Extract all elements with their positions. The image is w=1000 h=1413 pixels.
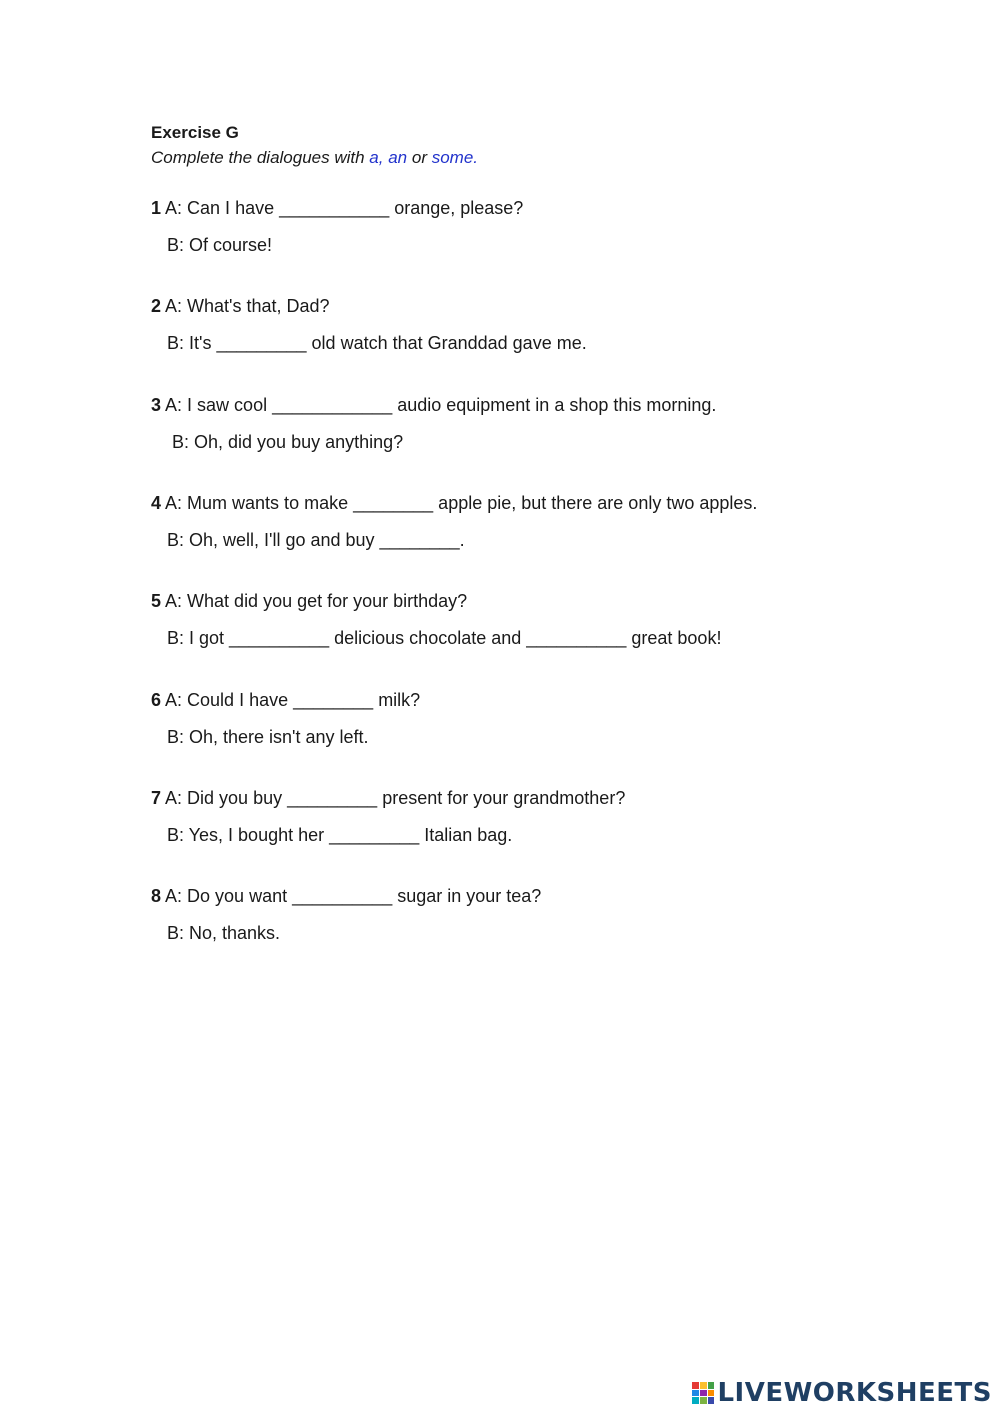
logo-square — [708, 1397, 715, 1404]
option-some: some. — [431, 148, 478, 167]
item-number: 1 — [151, 198, 162, 218]
line-a-text: A: Can I have ___________ orange, please? — [165, 198, 524, 218]
logo-square — [692, 1382, 699, 1389]
item-number: 3 — [151, 394, 162, 415]
line-a-text: A: What did you get for your birthday? — [165, 591, 468, 612]
dialogue-line-b: B: Of course! — [167, 235, 273, 255]
worksheet — [151, 122, 951, 169]
logo-square — [708, 1390, 715, 1397]
dialogue-line-b: B: No, thanks. — [167, 923, 281, 944]
line-a-text: A: Do you want __________ sugar in your tea? — [165, 886, 542, 907]
line-a-text: A: Mum wants to make ________ apple pie, but there are only two apples. — [165, 492, 758, 513]
dialogue-line-a — [151, 294, 330, 318]
logo-text: LIVEWORKSHEETS — [717, 1378, 992, 1408]
exercise-instructions — [151, 147, 951, 169]
liveworksheets-logo-icon — [692, 1382, 714, 1404]
option-a: a, — [369, 148, 384, 167]
item-number: 5 — [151, 591, 162, 612]
dialogue-line-a — [151, 884, 541, 908]
option-an: an — [388, 148, 408, 167]
dialogue-line-a — [151, 491, 757, 515]
dialogue-line-b: B: Yes, I bought her _________ Italian bag. — [167, 824, 513, 845]
exercise-title: Exercise G — [151, 123, 239, 142]
dialogue-line-b: B: Oh, did you buy anything? — [167, 431, 404, 452]
instructions-connector: or — [407, 148, 432, 167]
item-number: 7 — [151, 787, 162, 808]
line-a-text: A: I saw cool ____________ audio equipment in a shop this morning. — [165, 394, 717, 415]
dialogue-line-b: B: Oh, well, I'll go and buy ________. — [167, 529, 465, 550]
dialogue-line-a — [151, 786, 625, 810]
dialogue-line-b: B: I got __________ delicious chocolate and __________ great book! — [167, 628, 722, 649]
item-number: 6 — [151, 689, 162, 710]
logo-square — [692, 1390, 699, 1397]
liveworksheets-logo — [692, 1380, 992, 1406]
dialogue-line-a — [151, 688, 420, 712]
line-a-text: A: Could I have ________ milk? — [165, 689, 421, 710]
item-number: 2 — [151, 296, 162, 317]
logo-square — [700, 1397, 707, 1404]
logo-square — [700, 1390, 707, 1397]
line-a-text: A: Did you buy _________ present for your grandmother? — [165, 787, 626, 808]
logo-square — [700, 1382, 707, 1389]
instructions-prefix: Complete the dialogues with — [151, 148, 370, 167]
logo-square — [692, 1397, 699, 1404]
dialogue-line-a — [151, 589, 467, 613]
logo-square — [708, 1382, 715, 1389]
dialogue-line-a — [151, 393, 716, 417]
dialogue-line-b: B: It's _________ old watch that Granddad gave me. — [167, 333, 587, 354]
line-a-text: A: What's that, Dad? — [165, 296, 330, 317]
dialogue-line-a — [151, 196, 523, 220]
dialogue-line-b: B: Oh, there isn't any left. — [167, 726, 369, 747]
item-number: 8 — [151, 886, 162, 907]
item-number: 4 — [151, 492, 162, 513]
